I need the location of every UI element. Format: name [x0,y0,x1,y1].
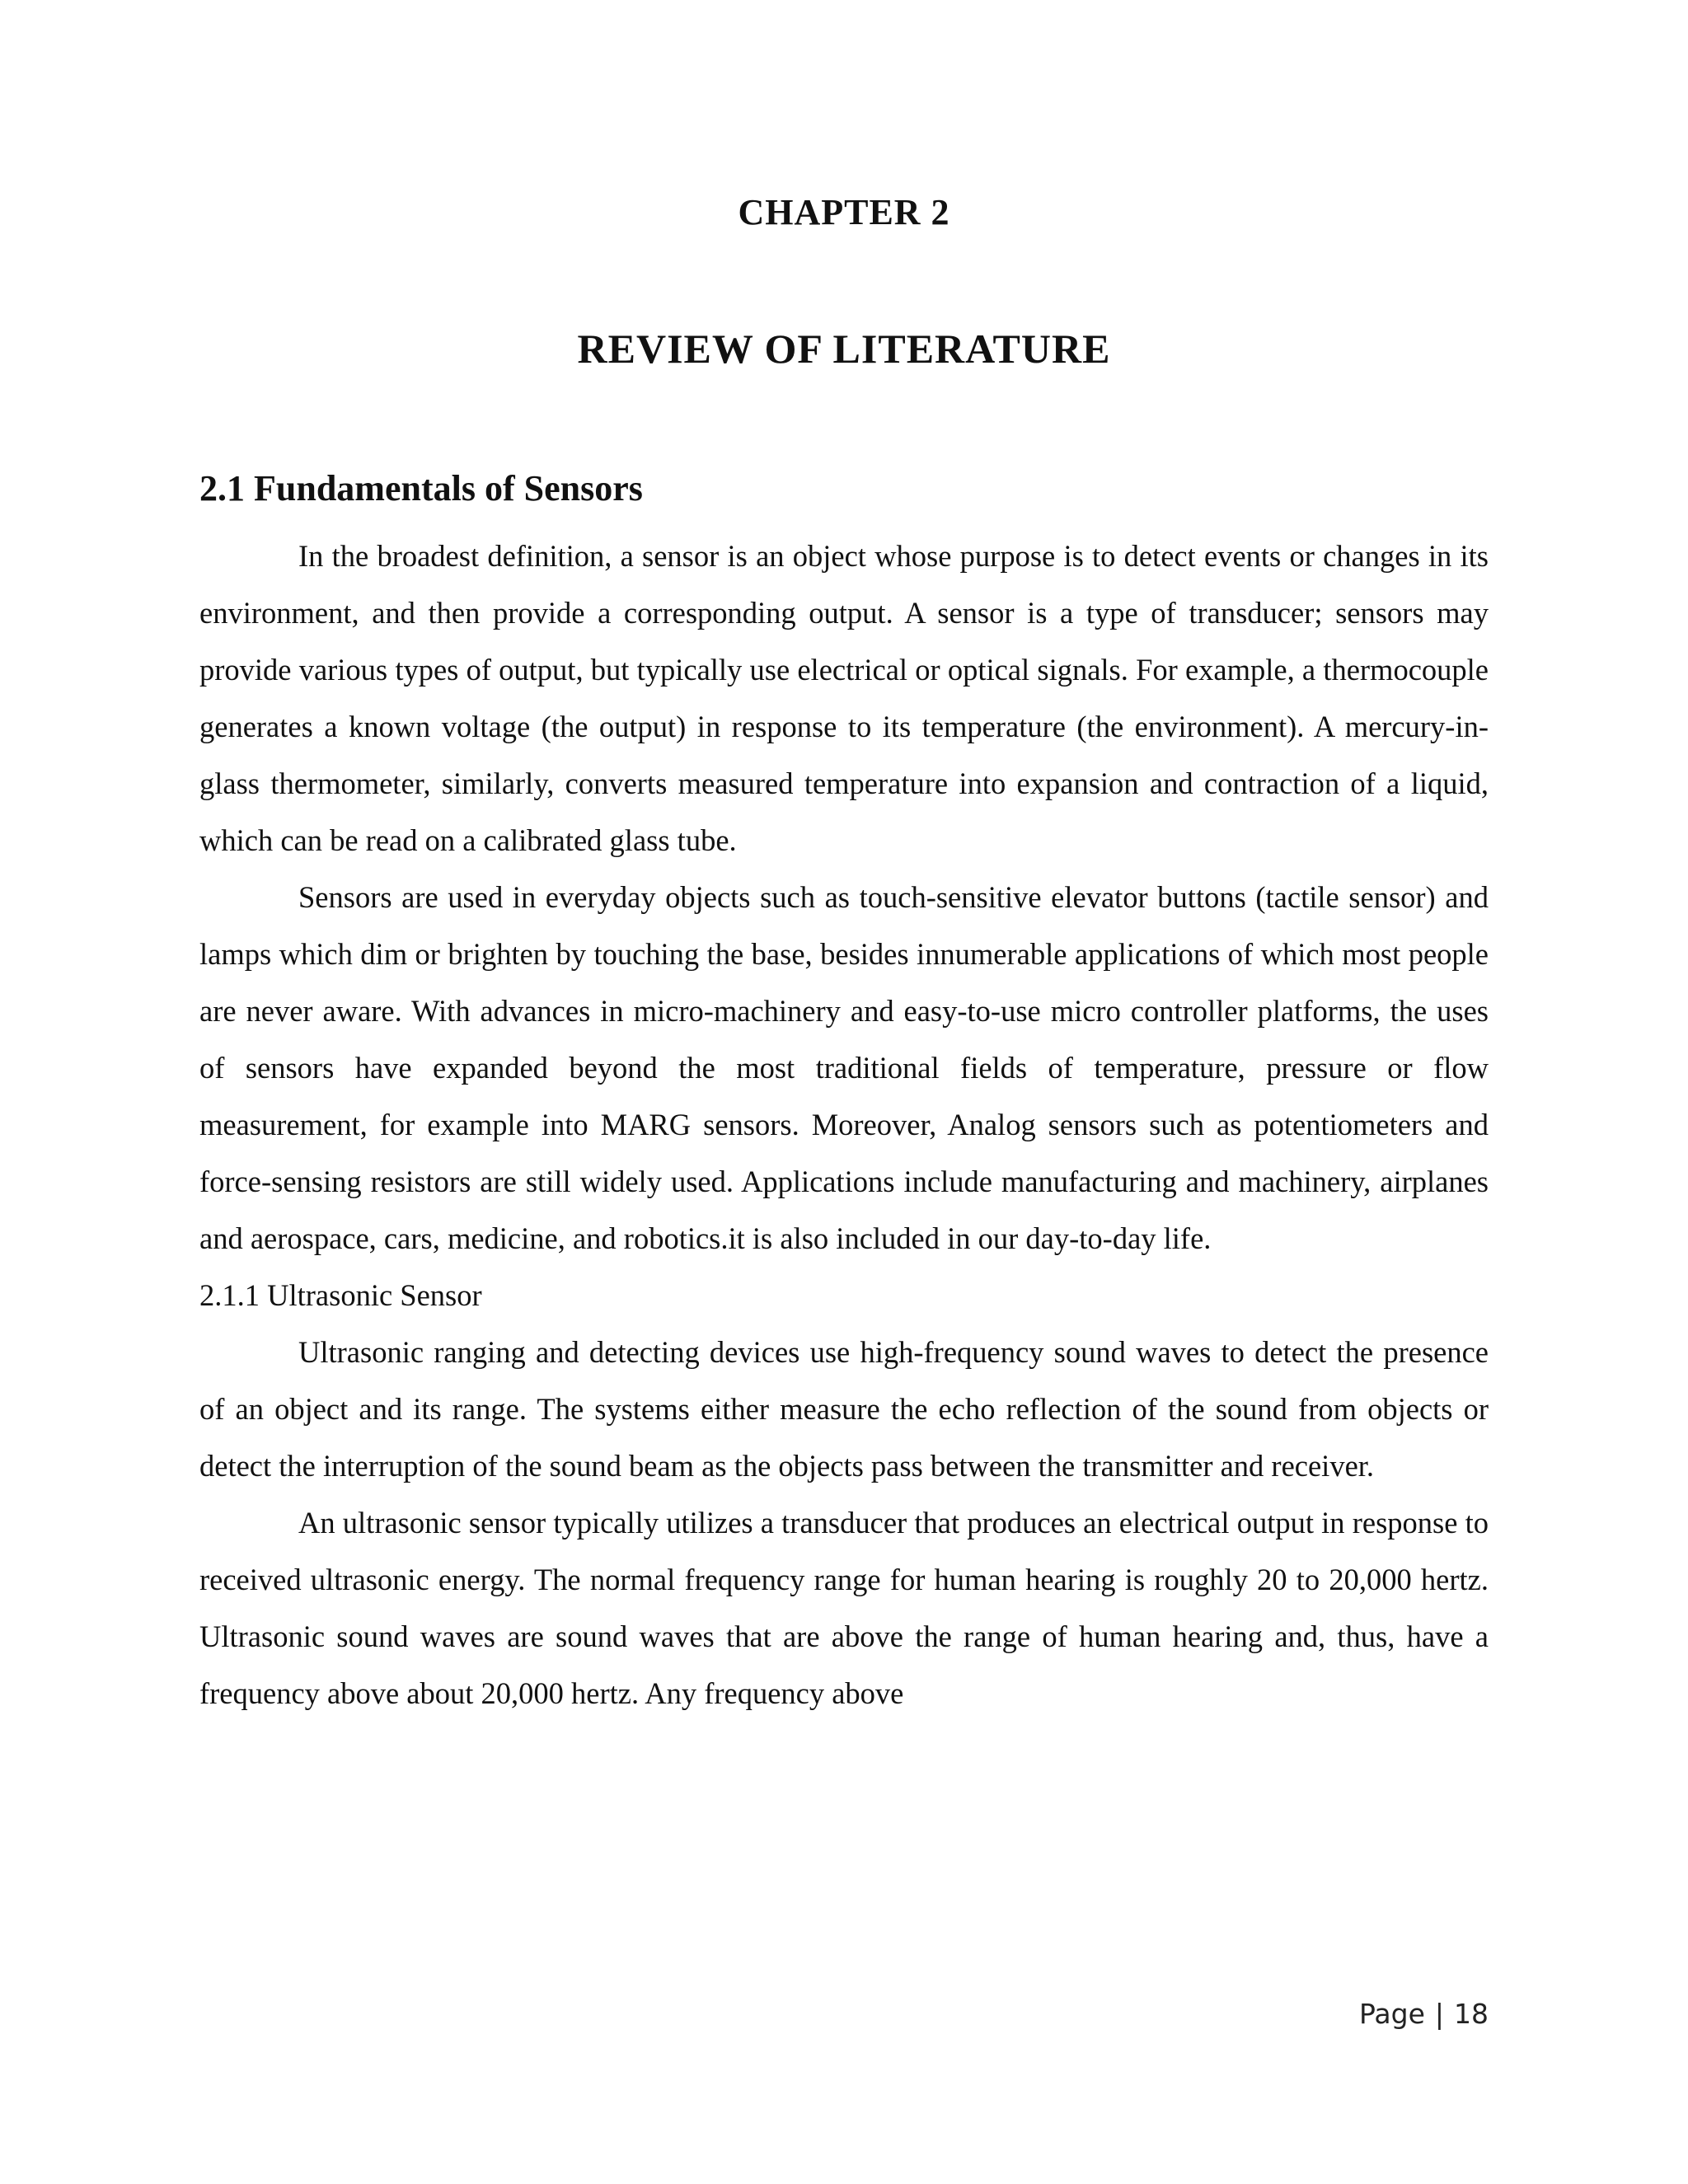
page-separator: | [1434,1998,1444,2030]
subsection-heading: 2.1.1 Ultrasonic Sensor [199,1278,482,1312]
paragraph: Sensors are used in everyday objects such as touch-sensitive elevator buttons (tactile sensor) and lamps which dim or brighten by touching the base, besides innumerable applications of which most people are never aware. With advances in micro-machinery and easy-to-use micro controller platforms, the uses of sensors have expanded beyond the most traditional fields of temperature, pressure or flow measurement, for example into MARG sensors. Moreover, Analog sensors such as potentiometers and force-sensing resistors are still widely used. Applications include manufacturing and machinery, airplanes and aerospace, cars, medicine, and robotics.it is also included in our day-to-day life. [199,880,1489,1255]
paragraph: An ultrasonic sensor typically utilizes a transducer that produces an electrical output in response to received ultrasonic energy. The normal frequency range for human hearing is roughly 20 to 20,000 hertz. Ultrasonic sound waves are sound waves that are above the range of human hearing and, thus, have a frequency above about 20,000 hertz. Any frequency above [199,1506,1489,1710]
page-number: 18 [1454,1998,1489,2030]
page-footer [1278,1998,1489,2030]
body-text [199,527,1489,1722]
section-heading: 2.1 Fundamentals of Sensors [199,468,643,509]
paragraph: Ultrasonic ranging and detecting devices use high-frequency sound waves to detect the presence of an object and its range. The systems either measure the echo reflection of the sound from objects or detect the interruption of the sound beam as the objects pass between the transmitter and receiver. [199,1335,1489,1483]
page-label: Page [1358,1998,1425,2030]
paragraph: In the broadest definition, a sensor is an object whose purpose is to detect events or changes in its environment, and then provide a corresponding output. A sensor is a type of transducer; sensors may provide various types of output, but typically use electrical or optical signals. For example, a thermocouple generates a known voltage (the output) in response to its temperature (the environment). A mercury-in-glass thermometer, similarly, converts measured temperature into expansion and contraction of a liquid, which can be read on a calibrated glass tube. [199,539,1489,857]
chapter-title: REVIEW OF LITERATURE [577,326,1111,372]
chapter-label: CHAPTER 2 [738,192,950,232]
